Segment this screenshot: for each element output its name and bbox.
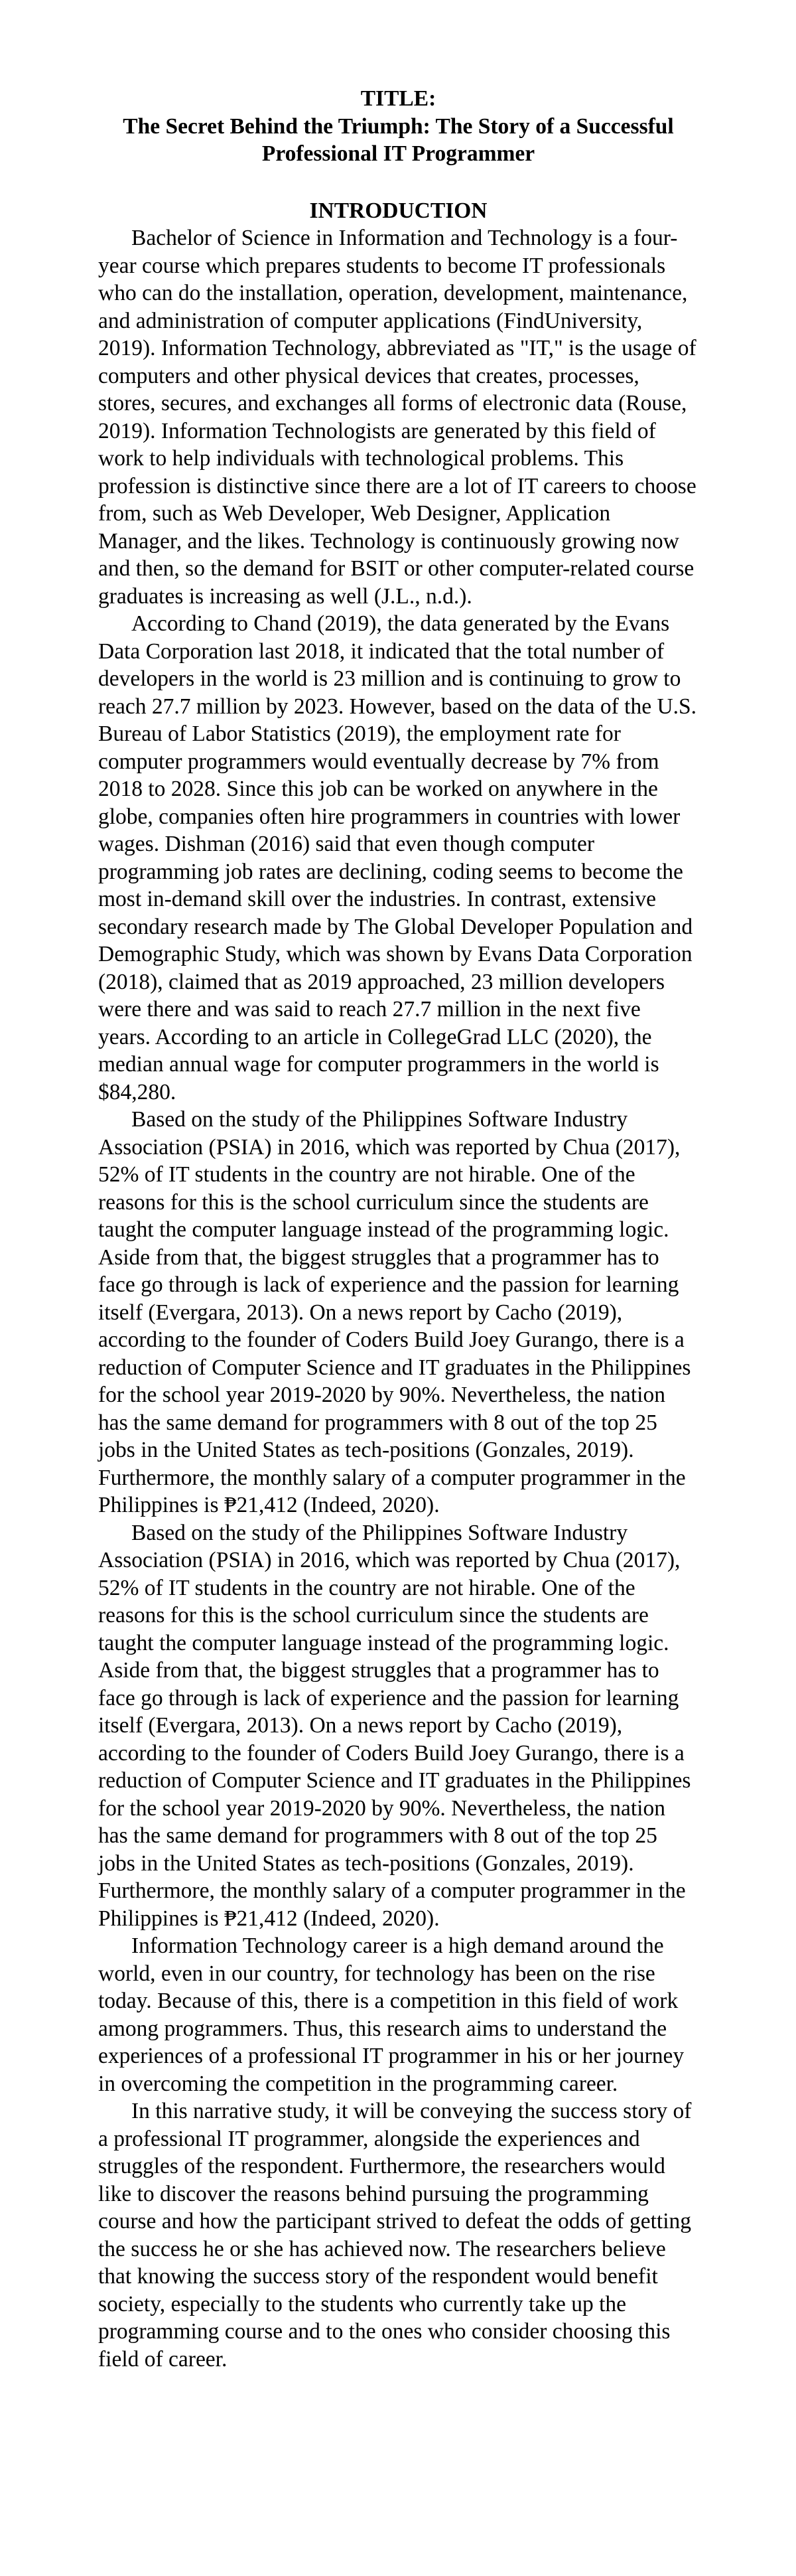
paragraph-1: Bachelor of Science in Information and Technology is a four-year course which prepares students to become IT professionals who can do the installation, operation, development, maintenance, and administration of computer applications (FindUniversity, 2019). Information Technology, abbreviated as "IT," is the usage of computers and other physical devices that creates, processes, stores, secures, and exchanges all forms of electronic data (Rouse, 2019). Information Technologists are generated by this field of work to help individuals with technological problems. This profession is distinctive since there are a lot of IT careers to choose from, such as Web Developer, Web Designer, Application Manager, and the likes. Technology is continuously growing now and then, so the demand for BSIT or other computer-related course graduates is increasing as well (J.L., n.d.).	[98, 226, 696, 609]
paragraph-4: Based on the study of the Philippines Software Industry Association (PSIA) in 2016, which was reported by Chua (2017), 52% of IT students in the country are not hirable. One of the reasons for this is the school curriculum since the students are taught the computer language instead of the programming logic. Aside from that, the biggest struggles that a programmer has to face go through is lack of experience and the passion for learning itself (Evergara, 2013). On a news report by Cacho (2019), according to the founder of Coders Build Joey Gurango, there is a reduction of Computer Science and IT graduates in the Philippines for the school year 2019-2020 by 90%. Nevertheless, the nation has the same demand for programmers with 8 out of the top 25 jobs in the United States as tech-positions (Gonzales, 2019). Furthermore, the monthly salary of a computer programmer in the Philippines is ₱21,412 (Indeed, 2020).	[98, 1520, 691, 1931]
document-page	[98, 85, 698, 2373]
paragraph-5: Information Technology career is a high demand around the world, even in our country, for technology has been on the rise today. Because of this, there is a competition in this field of work among programmers. Thus, this research aims to understand the experiences of a professional IT programmer in his or her journey in overcoming the competition in the programming career.	[98, 1933, 685, 2096]
paragraph-3: Based on the study of the Philippines Software Industry Association (PSIA) in 2016, which was reported by Chua (2017), 52% of IT students in the country are not hirable. One of the reasons for this is the school curriculum since the students are taught the computer language instead of the programming logic. Aside from that, the biggest struggles that a programmer has to face go through is lack of experience and the passion for learning itself (Evergara, 2013). On a news report by Cacho (2019), according to the founder of Coders Build Joey Gurango, there is a reduction of Computer Science and IT graduates in the Philippines for the school year 2019-2020 by 90%. Nevertheless, the nation has the same demand for programmers with 8 out of the top 25 jobs in the United States as tech-positions (Gonzales, 2019). Furthermore, the monthly salary of a computer programmer in the Philippines is ₱21,412 (Indeed, 2020).	[98, 1107, 691, 1517]
title-label: TITLE:	[360, 86, 436, 111]
section-heading-introduction: INTRODUCTION	[309, 198, 488, 223]
document-title: The Secret Behind the Triumph: The Story of a Successful Professional IT Programmer	[123, 114, 674, 166]
paragraph-2: According to Chand (2019), the data generated by the Evans Data Corporation last 2018, it indicated that the total number of developers in the world is 23 million and is continuing to grow to reach 27.7 million by 2023. However, based on the data of the U.S. Bureau of Labor Statistics (2019), the employment rate for computer programmers would eventually decrease by 7% from 2018 to 2028. Since this job can be worked on anywhere in the globe, companies often hire programmers in countries with lower wages. Dishman (2016) said that even though computer programming job rates are declining, coding seems to become the most in-demand skill over the industries. In contrast, extensive secondary research made by The Global Developer Population and Demographic Study, which was shown by Evans Data Corporation (2018), claimed that as 2019 approached, 23 million developers were there and was said to reach 27.7 million in the next five years. According to an article in CollegeGrad LLC (2020), the median annual wage for computer programmers in the world is $84,280.	[98, 611, 697, 1104]
paragraph-6: In this narrative study, it will be conveying the success story of a professional IT programmer, alongside the experiences and struggles of the respondent. Furthermore, the researchers would like to discover the reasons behind pursuing the programming course and how the participant strived to defeat the odds of getting the success he or she has achieved now. The researchers believe that knowing the success story of the respondent would benefit society, especially to the students who currently take up the programming course and to the ones who consider choosing this field of career.	[98, 2099, 692, 2372]
